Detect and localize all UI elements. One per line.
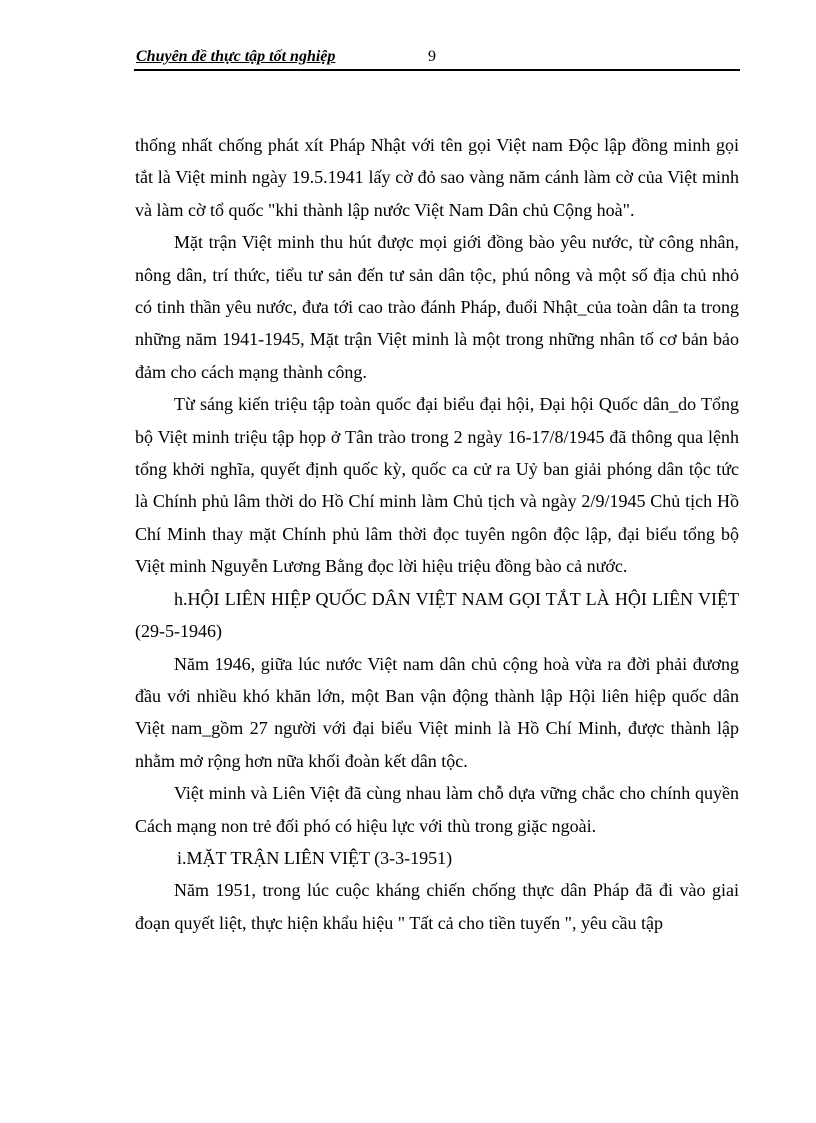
page-header [134,47,740,71]
paragraph-1951: Năm 1951, trong lúc cuộc kháng chiến chống thực dân Pháp đã đi vào giai đoạn quyết liệt, thực hiện khẩu hiệu " Tất cả cho tiền tuyến ", yêu cầu tập [135,880,739,933]
section-heading-lien-viet: h.HỘI LIÊN HIỆP QUỐC DÂN VIỆT NAM GỌI TẮT LÀ HỘI LIÊN VIỆT (29-5-1946) [135,588,739,642]
page-body [135,129,739,939]
document-title: Chuyên đề thực tập tốt nghiệp [136,48,336,65]
paragraph-cho-dua: Việt minh và Liên Việt đã cùng nhau làm chỗ dựa vững chắc cho chính quyền Cách mạng non trẻ đối phó có hiệu lực với thù trong giặc ngoài. [135,783,739,836]
paragraph-1946: Năm 1946, giữa lúc nước Việt nam dân chủ cộng hoà vừa ra đời phải đương đầu với nhiều khó khăn lớn, một Ban vận động thành lập Hội liên hiệp quốc dân Việt nam_gồm 27 người với đại biểu Việt minh là Hồ Chí Minh, được thành lập nhằm mở rộng hơn nữa khối đoàn kết dân tộc. [135,653,739,771]
paragraph-continuation: thống nhất chống phát xít Pháp Nhật với tên gọi Việt nam Độc lập đồng minh gọi tắt là Việt minh ngày 19.5.1941 lấy cờ đỏ sao vàng năm cánh làm cờ của Việt minh và làm cờ tổ quốc "khi thành lập nước Việt Nam Dân chủ Cộng hoà". [135,135,739,220]
paragraph-viet-minh: Mặt trận Việt minh thu hút được mọi giới đồng bào yêu nước, từ công nhân, nông dân, trí thức, tiểu tư sản đến tư sản dân tộc, phú nông và một số địa chủ nhỏ có tinh thần yêu nước, đưa tới cao trào đánh Pháp, đuổi Nhật_của toàn dân ta trong những năm 1941-1945, Mặt trận Việt minh là một trong những nhân tố cơ bản bảo đảm cho cách mạng thành công. [135,232,739,382]
section-heading-mat-tran: i.MẶT TRẬN LIÊN VIỆT (3-3-1951) [177,847,453,868]
page-number: 9 [428,48,436,65]
paragraph-dai-hoi: Từ sáng kiến triệu tập toàn quốc đại biểu đại hội, Đại hội Quốc dân_do Tổng bộ Việt minh triệu tập họp ở Tân trào trong 2 ngày 16-17/8/1945 đã thông qua lệnh tổng khởi nghĩa, quyết định quốc kỳ, quốc ca cử ra Uỷ ban giải phóng dân tộc tức là Chính phủ lâm thời do Hồ Chí minh làm Chủ tịch và ngày 2/9/1945 Chủ tịch Hồ Chí Minh thay mặt Chính phủ lâm thời đọc tuyên ngôn độc lập, đại biểu tổng bộ Việt minh Nguyễn Lương Bằng đọc lời hiệu triệu đồng bào cả nước. [135,394,739,577]
